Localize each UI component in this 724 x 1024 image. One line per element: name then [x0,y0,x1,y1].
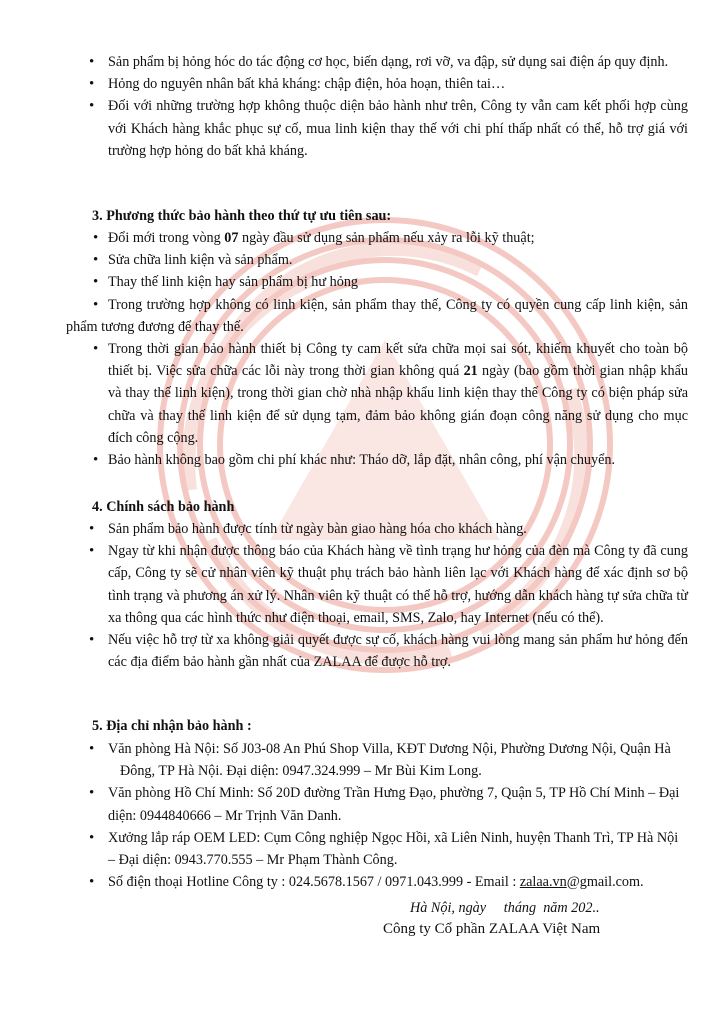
list-item: • Trong thời gian bảo hành thiết bị Công ty cam kết sửa chữa mọi sai sót, khiếm khuyết cho toàn bộ thiết bị. Việc sửa chữa các lỗi này trong thời gian không quá 21 ngày (bao gồm thời gian nhập khẩu và thay thế linh kiện), trong thời gian chờ nhà nhập khẩu linh kiện thay thế Công ty có biện pháp sửa chữa và thay thế linh kiện để sử dụng tạm, đảm bảo không gián đoạn công năng sử dụng cho mục đích công cộng. [0,338,724,449]
list-item-hanoi-office: • Văn phòng Hà Nội: Số J03-08 An Phú Shop Villa, KĐT Dương Nội, Phường Dương Nội, Quận Hà Đông, TP Hà Nội. Đại diện: 0947.324.999 – Mr Bùi Kim Long. [0,738,724,782]
warranty-methods-list [0,227,724,471]
list-item: • Thay thế linh kiện hay sản phẩm bị hư hỏng [0,271,724,293]
list-item: • Đối với những trường hợp không thuộc diện bảo hành như trên, Công ty vẫn cam kết phối hợp cùng với Khách hàng khắc phục sự cố, mua linh kiện thay thế với chi phí thấp nhất có thể, hỗ trợ giá với trường hợp hỏng do bất khả kháng. [0,95,724,162]
warranty-address-list [0,738,724,893]
exclusions-list [0,51,724,162]
section-3-heading: 3. Phương thức bảo hành theo thứ tự ưu tiên sau: [92,208,392,224]
list-item: • Bảo hành không bao gồm chi phí khác như: Tháo dỡ, lắp đặt, nhân công, phí vận chuyển. [0,449,724,471]
signature-date: Hà Nội, ngày tháng năm 202.. [410,900,600,916]
email-link[interactable]: zalaa.vn [519,874,567,891]
list-item: • Sửa chữa linh kiện và sản phẩm. [0,249,724,271]
list-item: • Sản phẩm bị hỏng hóc do tác động cơ học, biến dạng, rơi vỡ, va đập, sử dụng sai điện áp quy định. [0,51,724,73]
warranty-policy-list [0,518,724,673]
section-4-heading: 4. Chính sách bảo hành [92,499,235,515]
list-item-hcm-office: • Văn phòng Hồ Chí Minh: Số 20D đường Trần Hưng Đạo, phường 7, Quận 5, TP Hồ Chí Minh – Đại diện: 0944840666 – Mr Trịnh Văn Danh. [0,782,724,826]
list-item: • Ngay từ khi nhận được thông báo của Khách hàng về tình trạng hư hỏng của đèn mà Công ty đã cung cấp, Công ty sẽ cử nhân viên kỹ thuật phụ trách bảo hành liên lạc với Khách hàng để xác định sơ bộ tình trạng và phương án xử lý. Nhân viên kỹ thuật có thể hỗ trợ, hướng dẫn khách hàng tự sửa chữa từ xa thông qua các hình thức như điện thoại, email, SMS, Zalo, hay Internet (nếu có thể). [0,540,724,629]
list-item: • Hỏng do nguyên nhân bất khả kháng: chập điện, hỏa hoạn, thiên tai… [0,73,724,95]
company-name: Công ty Cổ phần ZALAA Việt Nam [383,921,601,937]
list-item: • Đổi mới trong vòng 07 ngày đầu sử dụng sản phẩm nếu xảy ra lỗi kỹ thuật; [0,227,724,249]
section-5-heading: 5. Địa chỉ nhận bảo hành : [92,718,252,734]
list-item: • Trong trường hợp không có linh kiện, sản phẩm thay thế, Công ty có quyền cung cấp linh kiện, sản phẩm tương đương để thay thế. [0,294,724,338]
list-item: • Nếu việc hỗ trợ từ xa không giải quyết được sự cố, khách hàng vui lòng mang sản phẩm hư hỏng đến các địa điểm bảo hành gần nhất của ZALAA để được hỗ trợ. [0,629,724,673]
list-item-factory: • Xưởng lắp ráp OEM LED: Cụm Công nghiệp Ngọc Hồi, xã Liên Ninh, huyện Thanh Trì, TP Hà Nội – Đại diện: 0943.770.555 – Mr Phạm Thành Công. [0,827,724,871]
list-item: • Sản phẩm bảo hành được tính từ ngày bàn giao hàng hóa cho khách hàng. [0,518,724,540]
list-item-hotline: • Số điện thoại Hotline Công ty : 024.5678.1567 / 0971.043.999 - Email : zalaa.vn@gmail.com. [0,871,724,893]
